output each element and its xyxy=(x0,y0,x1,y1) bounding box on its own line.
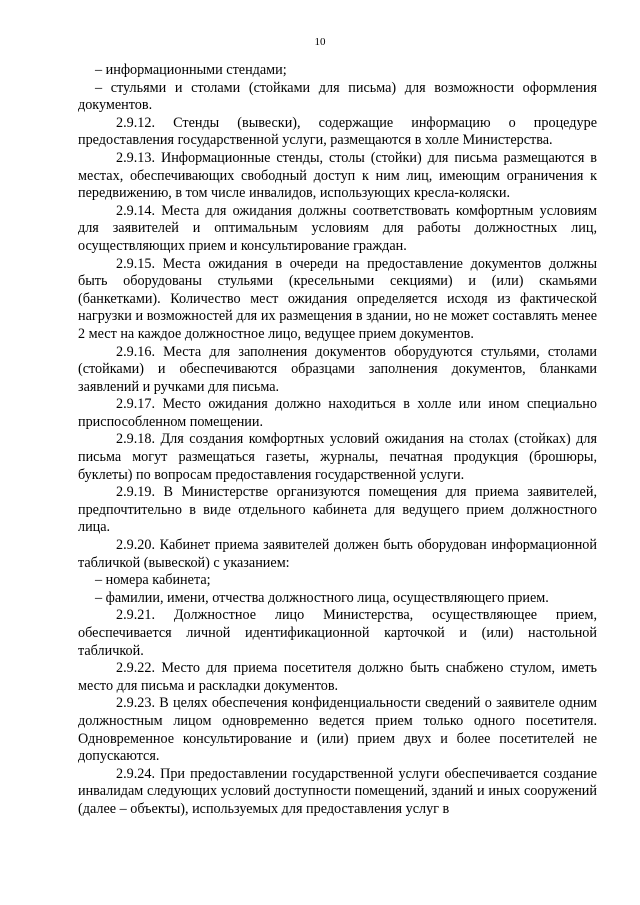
list-item: – номера кабинета; xyxy=(95,572,211,589)
document-body xyxy=(78,62,597,819)
page-number: 10 xyxy=(314,36,326,48)
paragraph-2-9-23: 2.9.23. В целях обеспечения конфиденциальности сведений о заявителе одним должностным лицом одновременно ведется прием только одного посетителя. Одновременное консультирование и (или) прием двух и более посетителей не допускаются. xyxy=(78,695,597,765)
paragraph-2-9-14: 2.9.14. Места для ожидания должны соответствовать комфортным условиям для заявителей и оптимальным условиям для работы должностных лиц, осуществляющих прием и консультирование граждан. xyxy=(78,202,597,254)
paragraph-2-9-22: 2.9.22. Место для приема посетителя должно быть снабжено стулом, иметь место для письма и раскладки документов. xyxy=(78,660,597,694)
paragraph-2-9-18: 2.9.18. Для создания комфортных условий ожидания на столах (стойках) для письма могут размещаться газеты, журналы, печатная продукция (брошюры, буклеты) по вопросам предоставления государственной услуги. xyxy=(78,431,597,483)
paragraph-2-9-17: 2.9.17. Место ожидания должно находиться в холле или ином специально приспособленном помещении. xyxy=(78,396,597,430)
paragraph-2-9-16: 2.9.16. Места для заполнения документов оборудуются стульями, столами (стойками) и обеспечиваются образцами заполнения документов, бланками заявлений и ручками для письма. xyxy=(78,343,597,395)
list-item: – фамилии, имени, отчества должностного лица, осуществляющего прием. xyxy=(95,589,549,606)
paragraph-2-9-15: 2.9.15. Места ожидания в очереди на предоставление документов должны быть оборудованы стульями (кресельными секциями) и (или) скамьями (банкетками). Количество мест ожидания определяется исходя из фактической нагрузки и возможностей для их размещения в здании, но не может составлять менее 2 мест на каждое должностное лицо, ведущее прием документов. xyxy=(78,255,597,342)
paragraph-2-9-20: 2.9.20. Кабинет приема заявителей должен быть оборудован информационной табличкой (вывеской) с указанием: xyxy=(78,537,597,571)
paragraph-2-9-12: 2.9.12. Стенды (вывески), содержащие информацию о процедуре предоставления государственной услуги, размещаются в холле Министерства. xyxy=(78,114,597,149)
paragraph-2-9-24: 2.9.24. При предоставлении государственной услуги обеспечивается создание инвалидам следующих условий доступности помещений, зданий и иных сооружений (далее – объекты), используемых для предоставления услуг в xyxy=(78,765,597,817)
paragraph-2-9-13: 2.9.13. Информационные стенды, столы (стойки) для письма размещаются в местах, обеспечивающих свободный доступ к ним лиц, имеющим ограничения к передвижению, в том числе инвалидов, использующих кресла-коляски. xyxy=(78,149,597,202)
list-item: – информационными стендами; xyxy=(95,62,287,78)
paragraph-2-9-21: 2.9.21. Должностное лицо Министерства, осуществляющее прием, обеспечивается личной идентификационной карточкой и (или) настольной табличкой. xyxy=(78,607,597,659)
list-item: – стульями и столами (стойками для письма) для возможности оформления документов. xyxy=(78,79,597,114)
paragraph-2-9-19: 2.9.19. В Министерстве организуются помещения для приема заявителей, предпочтительно в виде отдельного кабинета для ведущего прием должностного лица. xyxy=(78,484,597,536)
